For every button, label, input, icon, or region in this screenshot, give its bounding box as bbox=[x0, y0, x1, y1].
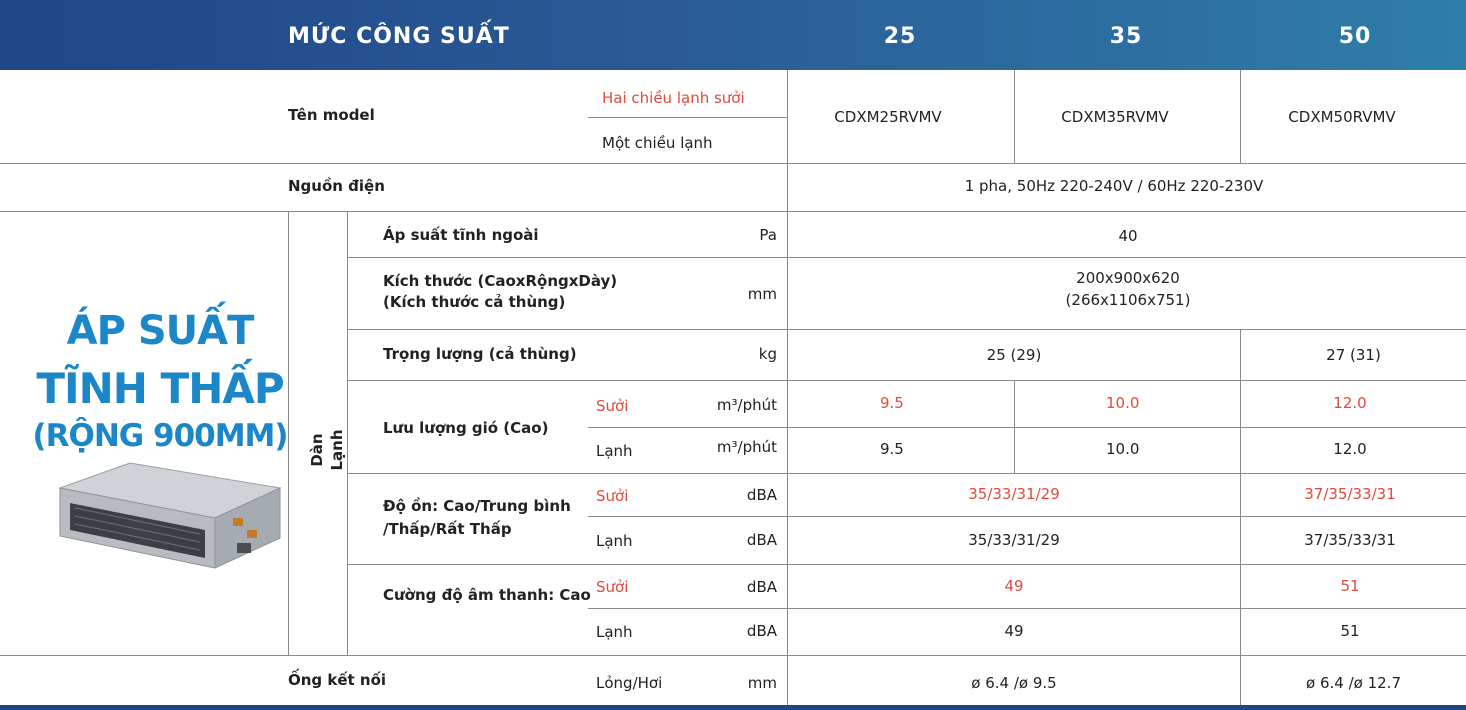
airflow-heat-unit: m³/phút bbox=[716, 396, 777, 414]
row-divider bbox=[588, 516, 1466, 517]
airflow-heat-25: 9.5 bbox=[880, 394, 904, 412]
sound-label: Cường độ âm thanh: Cao bbox=[383, 586, 591, 604]
row-divider bbox=[347, 329, 1466, 330]
row-divider bbox=[347, 473, 1466, 474]
model-50: CDXM50RVMV bbox=[1288, 108, 1396, 126]
model-heat-label: Hai chiều lạnh sưởi bbox=[602, 89, 745, 107]
weight-value-25-35: 25 (29) bbox=[986, 346, 1042, 364]
row-divider bbox=[0, 655, 1466, 656]
dimension-unit: mm bbox=[747, 285, 777, 303]
noise-heat-25-35: 35/33/31/29 bbox=[968, 485, 1060, 503]
noise-cool-unit: dBA bbox=[746, 531, 777, 549]
airflow-heat-50: 12.0 bbox=[1333, 394, 1367, 412]
sound-heat-unit: dBA bbox=[746, 578, 777, 596]
static-pressure-label: Áp suất tĩnh ngoài bbox=[383, 226, 539, 244]
dimension-value-2: (266x1106x751) bbox=[1065, 291, 1191, 309]
column-divider bbox=[1240, 329, 1241, 710]
airflow-cool-25: 9.5 bbox=[880, 440, 904, 458]
airflow-cool-label: Lạnh bbox=[596, 442, 633, 460]
duct-unit-image bbox=[55, 458, 285, 583]
row-divider bbox=[588, 427, 1466, 428]
column-divider bbox=[787, 70, 788, 710]
row-divider bbox=[588, 608, 1466, 609]
header-title: MỨC CÔNG SUẤT bbox=[288, 24, 510, 49]
weight-unit: kg bbox=[758, 345, 777, 363]
dimension-label-1: Kích thước (CaoxRộngxDày) bbox=[383, 272, 618, 290]
sound-cool-50: 51 bbox=[1340, 622, 1360, 640]
sound-cool-unit: dBA bbox=[746, 622, 777, 640]
indoor-unit-label: Dàn Lạnh bbox=[308, 429, 346, 471]
noise-heat-unit: dBA bbox=[746, 486, 777, 504]
row-divider bbox=[347, 380, 1466, 381]
airflow-cool-35: 10.0 bbox=[1106, 440, 1140, 458]
sound-cool-25-35: 49 bbox=[1004, 622, 1024, 640]
sound-heat-25-35: 49 bbox=[1004, 577, 1024, 595]
pipe-value-25-35: ø 6.4 /ø 9.5 bbox=[971, 674, 1057, 692]
row-divider bbox=[0, 211, 1466, 212]
pipe-value-50: ø 6.4 /ø 12.7 bbox=[1306, 674, 1401, 692]
promo-line-2: TĨNH THẤP bbox=[36, 364, 284, 413]
row-divider bbox=[0, 163, 1466, 164]
airflow-cool-unit: m³/phút bbox=[716, 438, 777, 456]
capacity-35: 35 bbox=[1109, 24, 1143, 49]
airflow-label: Lưu lượng gió (Cao) bbox=[383, 419, 549, 437]
row-divider bbox=[347, 564, 1466, 565]
sound-heat-50: 51 bbox=[1340, 577, 1360, 595]
weight-value-50: 27 (31) bbox=[1326, 346, 1381, 364]
model-25: CDXM25RVMV bbox=[834, 108, 942, 126]
promo-line-1: ÁP SUẤT bbox=[66, 308, 254, 354]
row-divider bbox=[347, 257, 1466, 258]
model-label: Tên model bbox=[288, 106, 375, 124]
model-cool-label: Một chiều lạnh bbox=[602, 134, 713, 152]
static-pressure-unit: Pa bbox=[759, 226, 777, 244]
noise-label-2: /Thấp/Rất Thấp bbox=[383, 520, 512, 538]
promo-line-3: (RỘNG 900MM) bbox=[32, 418, 288, 454]
column-divider bbox=[1014, 380, 1015, 473]
noise-label-1: Độ ồn: Cao/Trung bình bbox=[383, 497, 571, 515]
sound-heat-label: Sưởi bbox=[596, 578, 629, 596]
weight-label: Trọng lượng (cả thùng) bbox=[383, 345, 577, 363]
noise-cool-label: Lạnh bbox=[596, 532, 633, 550]
noise-cool-25-35: 35/33/31/29 bbox=[968, 531, 1060, 549]
pipe-label: Ống kết nối bbox=[288, 671, 387, 689]
model-35: CDXM35RVMV bbox=[1061, 108, 1169, 126]
airflow-heat-35: 10.0 bbox=[1106, 394, 1140, 412]
airflow-heat-label: Sưởi bbox=[596, 397, 629, 415]
capacity-25: 25 bbox=[883, 24, 917, 49]
dimension-value-1: 200x900x620 bbox=[1076, 269, 1180, 287]
pipe-unit: mm bbox=[747, 674, 777, 692]
noise-heat-50: 37/35/33/31 bbox=[1304, 485, 1396, 503]
noise-heat-label: Sưởi bbox=[596, 487, 629, 505]
power-label: Nguồn điện bbox=[288, 177, 385, 195]
row-divider bbox=[588, 117, 787, 118]
power-value: 1 pha, 50Hz 220-240V / 60Hz 220-230V bbox=[964, 177, 1264, 195]
capacity-50: 50 bbox=[1338, 24, 1372, 49]
noise-cool-50: 37/35/33/31 bbox=[1304, 531, 1396, 549]
header-bar bbox=[0, 0, 1466, 70]
footer-bar bbox=[0, 705, 1466, 710]
column-divider bbox=[1240, 70, 1241, 163]
sound-cool-label: Lạnh bbox=[596, 623, 633, 641]
pipe-sub-label: Lỏng/Hơi bbox=[596, 674, 663, 692]
column-divider bbox=[347, 211, 348, 655]
dimension-label-2: (Kích thước cả thùng) bbox=[383, 293, 566, 311]
static-pressure-value: 40 bbox=[1118, 227, 1138, 245]
airflow-cool-50: 12.0 bbox=[1333, 440, 1367, 458]
